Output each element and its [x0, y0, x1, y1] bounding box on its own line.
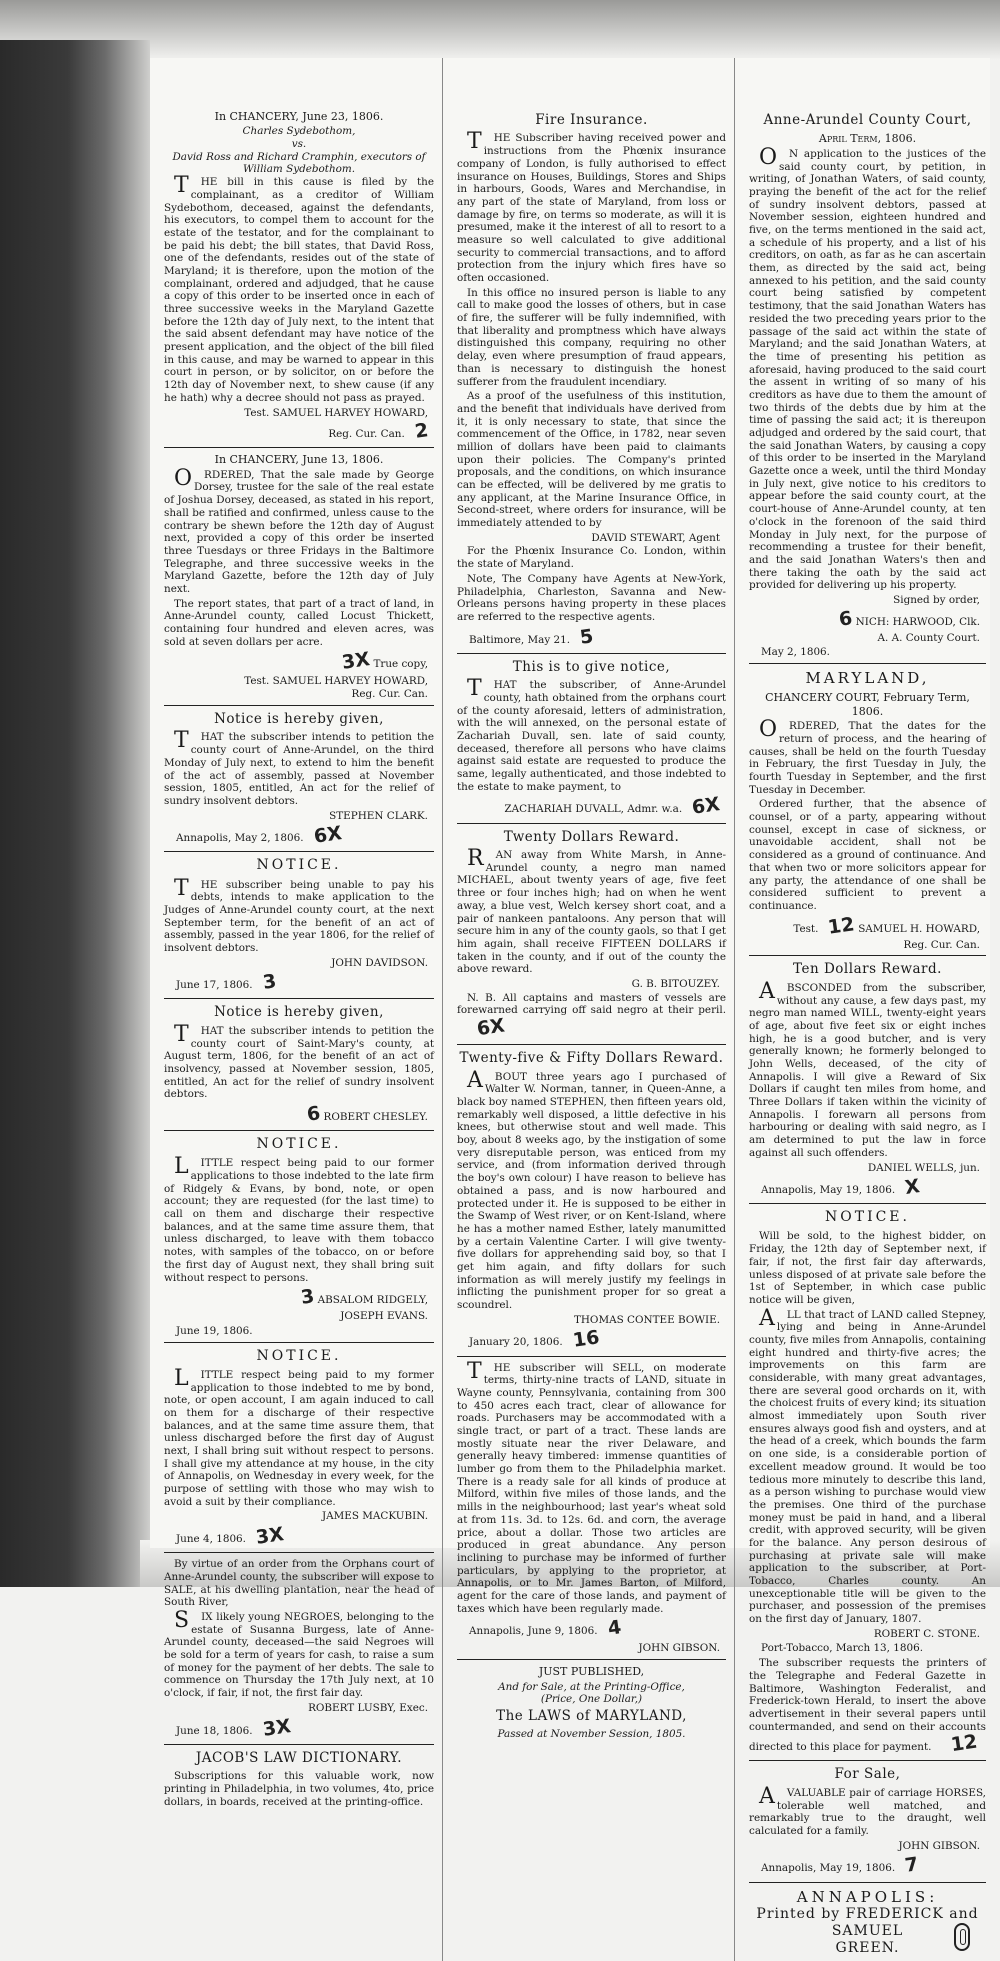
scan-top-edge — [0, 0, 1000, 60]
ad-title: Notice is hereby given, — [214, 710, 384, 727]
divider — [164, 447, 434, 448]
paperclip-icon — [954, 1923, 970, 1951]
ad-date — [761, 1176, 986, 1199]
ad-duvall-estate — [457, 659, 726, 819]
scan-binding-edge — [0, 40, 150, 1587]
ad-title: This is to give notice, — [512, 658, 671, 675]
signature: JOHN DAVIDSON. — [331, 956, 428, 969]
ad-date: June 19, 1806. — [176, 1325, 253, 1338]
ad-body: As a proof of the usefulness of this institution, and the benefit that individuals have derived from it, it is only necessary to state, that since the commencement of the Office, in 1782, near seven million of dollars have been paid to claimants upon their policies. The Company's printed proposals, and the conditions, on which insurance can be effected, will be delivered by me gratis to any applicant, at the Marine Insurance Office, in Second-street, where orders for insurance, will be immediately attended to by — [457, 390, 726, 530]
signature: Signed by order, — [893, 593, 980, 606]
signature: DANIEL WELLS, jun. — [867, 1161, 980, 1174]
divider — [749, 1882, 986, 1883]
handwritten-mark: 7 — [903, 1853, 920, 1878]
divider — [457, 653, 726, 654]
court-term: CHANCERY COURT, February Term, 1806. — [765, 691, 970, 718]
signature-title — [164, 420, 434, 443]
ad-title: Fire Insurance. — [535, 112, 648, 128]
ad-date — [469, 1328, 726, 1351]
signature: JOHN GIBSON. — [898, 1839, 980, 1852]
ad-body: In this office no insured person is liable to any call to make good the losses of others, but in case of fire, the sufferer will be fully indemnified, with that liberality and promptness which have always distinguished this company, requiring no other delay, even where presumption of fraud appears, than is necessary to distinguish the honest sufferer from the fraudulent incendiary. — [457, 286, 726, 388]
newspaper-page — [150, 58, 990, 1956]
imprint-printer: Printed by FREDERICK and SAMUEL — [756, 1905, 979, 1939]
imprint-printer: GREEN. — [835, 1940, 900, 1956]
ad-title: JACOB'S LAW DICTIONARY. — [195, 1749, 403, 1766]
date-text: January 20, 1806. — [469, 1336, 563, 1349]
handwritten-mark: 2 — [413, 419, 430, 444]
handwritten-mark: 6X — [475, 1014, 507, 1041]
handwritten-mark: 4 — [605, 1616, 623, 1641]
signature: JOHN GIBSON. — [638, 1642, 720, 1655]
divider — [749, 955, 986, 956]
ad-body: ABSCONDED from the subscriber, without any cause, a few days past, my negro man named WILL, twenty-eight years of age, about five feet six or eight inches high, he is a good butcher, and is very generally known; he formerly belonged to John Wells, deceased, of the city of Annapolis. I will give a Reward of Six Dollars if caught ten miles from home, and Three Dollars if taken within the vicinity of Annapolis. I forewarn all persons from harbouring or dealing with said negro, as I am determined to put the law in force against all such offenders. — [749, 978, 986, 1159]
imprint-city: ANNAPOLIS: — [796, 1887, 939, 1906]
divider — [749, 1203, 986, 1204]
ad-title: NOTICE. — [256, 1347, 342, 1364]
ad-fire-insurance — [457, 112, 726, 649]
ad-body: RAN away from White Marsh, in Anne-Arundel county, a negro man named MICHAEL, about twenty years of age, five feet three or four inches high; had on when he went away, a blue vest, Welch kersey short coat, and a pair of nankeen pantaloons. Any person that will secure him in any of the county gaols, so that I get him again, shall receive FIFTEEN DOLLARS if taken in the county, and if out of the county the above reward. — [457, 846, 726, 976]
ad-date — [761, 1854, 986, 1877]
signature — [164, 1286, 434, 1309]
divider — [164, 998, 434, 999]
column-2 — [442, 58, 734, 1961]
divider — [164, 1552, 434, 1553]
handwritten-mark: 6 — [837, 606, 854, 631]
signature: Test. SAMUEL HARVEY HOWARD, — [244, 674, 428, 687]
ad-body: AVALUABLE pair of carriage HORSES, tolerable well matched, and remarkably true to the draught, well calculated for a family. — [749, 1783, 986, 1837]
divider — [164, 1342, 434, 1343]
ad-body: SIX likely young NEGROES, belonging to the estate of Susanna Burgess, late of Anne-Arundel county, deceased—the said Negroes will be sold for a term of years for cash, to raise a sum of money for the payment of her debts. The sale to commence on Thursday the 17th July next, at 10 o'clock, if fair, if not, the first fair day. — [164, 1608, 434, 1700]
ad-body: THE subscriber will SELL, on moderate terms, thirty-nine tracts of LAND, situate in Wayne county, Pennsylvania, containing from 300 to 450 acres each tract, clear of allowance for roads. Purchasers may be accommodated with a single tract, or part of a tract. These lands are mostly situate near the river Delaware, and generally heavy timbered: immense quantities of lumber go from them to the Philadelphia market. There is a ready sale for all kinds of produce at Milford, within five miles of those lands, and the mills in the neighbourhood; last year's wheat sold at from 11s. 3d. to 12s. 6d. and corn, the average price, about a dollar. Those two articles are produced in great abundance. Any person inclining to purchase may be informed of further particulars, by applying to the proprietor, at Annapolis, or to Mr. James Barton, of Milford, agent for the care of those lands, and payment of taxes which have been regularly made. — [457, 1358, 726, 1615]
ad-body: ALL that tract of LAND called Stepney, lying and being in Anne-Arundel county, five miles from Annapolis, containing eight hundred and thirty-five acres; the improvements on this farm are considerable, with many great advantages, there are several good orchards on it, with the choicest fruits of every kind; its situation almost immediately upon South river ensures always good fish and oysters, and at the head of a creek, which bounds the farm on one side, is a considerable portion of excellent meadow ground. It would be too tedious more minutely to describe this land, as a person wishing to purchase would view the premises. One third of the purchase money must be paid in hand, and a liberal credit, with approved security, will be given for the balance. Any person desirous of purchasing at private sale will make application to the subscriber, at Port-Tobacco, Charles county. An unexceptionable title will be given to the purchaser, and possession of the premises on the first day of January, 1807. — [749, 1305, 986, 1626]
ad-body: THAT the subscriber, of Anne-Arundel county, hath obtained from the orphans court of the county aforesaid, letters of administration, with the will annexed, on the personal estate of Zachariah Duvall, sen. late of said county, deceased, therefore all persons who have claims against said estate are requested to produce the same, legally authenticated, and those indebted to the estate to make payment, to — [457, 676, 726, 793]
ad-twenty-five-fifty-reward — [457, 1050, 726, 1351]
signature-title: A. A. County Court. — [877, 631, 980, 644]
signature — [749, 608, 986, 631]
ad-notice-chesley — [164, 1004, 434, 1126]
signature: G. B. BITOUZEY. — [631, 977, 720, 990]
signature-title: Reg. Cur. Can. — [351, 688, 428, 701]
date-text: Annapolis, May 19, 1806. — [761, 1862, 896, 1875]
signature: JAMES MACKUBIN. — [321, 1510, 428, 1523]
versus: vs. — [291, 138, 307, 151]
dateline: In CHANCERY, June 23, 1806. — [214, 110, 384, 123]
date-text: June 4, 1806. — [176, 1533, 246, 1546]
divider — [749, 663, 986, 664]
ad-body: Ordered further, that the absence of counsel, or of a party, appearing without counsel, except in case of sickness, or unavoidable accident, shall not be considered as a ground of continuance. And that when two or more solicitors appear for any party, the attendance of one shall be considered sufficient to prevent a continuance. — [749, 798, 986, 912]
ad-title: Twenty Dollars Reward. — [503, 828, 680, 845]
true-copy-text: True copy, — [373, 658, 428, 671]
ad-date — [469, 626, 726, 649]
ad-date — [176, 824, 434, 847]
signature: STEPHEN CLARK. — [329, 809, 428, 822]
ad-notice-davidson — [164, 857, 434, 994]
handwritten-mark: X — [903, 1175, 922, 1200]
divider — [164, 851, 434, 852]
party: Charles Sydebothom, — [242, 125, 356, 138]
ad-title: Ten Dollars Reward. — [793, 961, 942, 978]
ad-title: NOTICE. — [256, 1136, 342, 1153]
handwritten-mark: 6X — [690, 793, 722, 820]
date-text: Baltimore, May 21. — [469, 633, 571, 646]
handwritten-mark: 12 — [826, 912, 857, 939]
signature: JOSEPH EVANS. — [340, 1310, 428, 1323]
ad-date — [176, 1714, 434, 1741]
signer-text: NICH: HARWOOD, Clk. — [855, 615, 980, 628]
handwritten-mark: 6 — [305, 1102, 322, 1126]
court-term: April Term, 1806. — [818, 132, 917, 146]
ad-body: THE Subscriber having received power and instructions from the Phœnix insurance company of London, is fully authorised to effect insurance on Houses, Buildings, Stores and Ships in harbours, Goods, Wares and Merchandise, in any part of the state of Maryland, from loss or damage by fire, on terms so moderate, as will it is presumed, make it the interest of all to resort to a measure so well calculated to give additional security to commercial transactions, and to afford protection from the injury which fires have so often occasioned. — [457, 129, 726, 285]
signer-text: ROBERT CHESLEY. — [323, 1111, 428, 1124]
ad-date: Port-Tobacco, March 13, 1806. — [761, 1642, 924, 1655]
handwritten-mark: 6X — [312, 822, 343, 849]
ad-stone-land-sale — [749, 1209, 986, 1756]
divider — [749, 1760, 986, 1761]
ad-body: THE bill in this cause is filed by the complainant, as a creditor of William Sydebothom, deceased, against the defendants, his executors, to compel them to account for the estate of the testator, and for the complainant to be paid his debt; the bill states, that David Ross, one of the defendants, resides out of the state of Maryland; it is therefore, upon the motion of the complainant, ordered and adjudged, that he cause a copy of this order to be inserted once in each of three successive weeks in the Maryland Gazette before the 12th day of July next, to the intent that the said absent defendant may have notice of the present application, and the object of the bill filed in this cause, and may be warned to appear in this court in person, or by solicitor, on or before the 12th day of November next, to shew cause (if any he hath) why a decree should not pass as prayed. — [164, 173, 434, 404]
ad-body: ORDERED, That the dates for the return of process, and the hearing of causes, shall be held on the fourth Tuesday in February, the first Tuesday in July, the fourth Tuesday in September, and the first Tuesday in December. — [749, 717, 986, 796]
ad-body: THAT the subscriber intends to petition the county court of Saint-Mary's county, at August term, 1806, for the benefit of an act of insolvency, passed at November session, 1805, entitled, An act for the relief of sundry insolvent debtors. — [164, 1021, 434, 1101]
test-text: Test. — [793, 922, 819, 935]
ad-body: ORDERED, That the sale made by George Dorsey, trustee for the sale of the real estate of Joshua Dorsey, deceased, as stated in his report, shall be ratified and confirmed, unless cause to the contrary be shewn before the 12th day of August next, provided a copy of this order be inserted three Tuesdays or three Fridays in the Baltimore Telegraphe, and three successive weeks in the Maryland Gazette, before the 12th day of July next. — [164, 465, 434, 595]
ad-title: Notice is hereby given, — [214, 1004, 384, 1021]
signature: ROBERT LUSBY, Exec. — [308, 1701, 428, 1714]
column-1 — [150, 58, 442, 1961]
ad-body: Will be sold, to the highest bidder, on Friday, the 12th day of September next, if fair, if not, the first fair day afterwards, unless disposed of at private sale before the 1st of September, in which case public notice will be given, — [749, 1230, 986, 1306]
ad-body: THAT the subscriber intends to petition the county court of Anne-Arundel, on the third Monday of July next, to extend to him the benefit of the act of assembly, passed at November session, 1805, entitled, An act for the relief of sundry insolvent debtors. — [164, 728, 434, 807]
party: David Ross and Richard Cramphin, executors of — [172, 150, 426, 163]
signature: Test. SAMUEL HARVEY HOWARD, — [244, 406, 428, 419]
handwritten-mark: 3X — [340, 648, 372, 675]
ad-note — [457, 992, 726, 1041]
ad-body: ON application to the justices of the said county court, by petition, in writing, of Jonathan Waters, of said county, praying the benefit of the act for the relief of sundry insolvent debtors, passed at November session, eighteen hundred and five, on the terms mentioned in the said act, a schedule of his property, and a list of his creditors, on oath, as far as he can ascertain them, as directed by the said act, being annexed to his petition, and the said county court being satisfied by competent testimony, that the said Jonathan Waters has resided the two preceding years prior to the passage of the said act within the state of Maryland; and the said Jonathan Waters, at the time of presenting his petition as aforesaid, having produced to the said court the assent in writing of so many of his creditors as have due to them the amount of two thirds of the debts due by him at the time of passing the said act; it is thereupon adjudged and ordered by the said court, that the said Jonathan Waters, by causing a copy of this order to be inserted in the Maryland Gazette once a week, until the third Monday in July next, give notice to his creditors to appear before the said county court, at the court-house of Anne-Arundel county, at ten o'clock in the forenoon of the said third Monday in July next, for the purpose of recommending a trustee for their benefit, and the said Jonathan Waters's then and there taking the oath by the said act provided for delivering up his property. — [749, 144, 986, 592]
reg-text: Reg. Cur. Can. — [328, 428, 405, 441]
ad-body: LITTLE respect being paid to our former applications to those indebted to the late firm of Ridgely & Evans, by bond, note, or open account; they are requested (for the last time) to call on them and discharge their respective balances, and at the same time assure them, that unless discharged, to leave with them tobacco notes, with samples of the tobacco, on or before the first day of August next, they shall bring suit without respect to persons. — [164, 1154, 434, 1284]
date-text: Annapolis, May 19, 1806. — [761, 1184, 896, 1197]
ad-title: Twenty-five & Fifty Dollars Reward. — [459, 1050, 724, 1067]
ad-notice-ridgely — [164, 1136, 434, 1338]
column-3 — [734, 58, 990, 1961]
ad-gibson-land-sale — [457, 1358, 726, 1656]
dateline: In CHANCERY, June 13, 1806. — [214, 453, 384, 467]
signer-text: ZACHARIAH DUVALL, Admr. w.a. — [504, 803, 683, 816]
true-copy — [164, 650, 434, 673]
ad-date — [176, 971, 434, 994]
ad-laws-of-maryland — [457, 1665, 726, 1741]
date-text: Annapolis, June 9, 1806. — [469, 1625, 598, 1638]
date-text: Annapolis, May 2, 1806. — [176, 832, 304, 845]
ad-line: Passed at November Session, 1805. — [497, 1728, 686, 1741]
ad-chancery-dorsey — [164, 453, 434, 701]
handwritten-mark: 12 — [949, 1730, 980, 1757]
ad-title: The LAWS of MARYLAND, — [496, 1707, 687, 1724]
ad-note: Note, The Company have Agents at New-York, Philadelphia, Charleston, Savanna and New-Orleans persons having property in these places are referred to the respective agents. — [457, 572, 726, 623]
ad-ten-dollars-reward — [749, 961, 986, 1199]
ad-title: NOTICE. — [256, 857, 342, 874]
divider — [457, 1356, 726, 1357]
ad-maryland-chancery — [749, 669, 986, 951]
signature — [164, 1103, 434, 1126]
signature-title: Reg. Cur. Can. — [903, 938, 980, 951]
party: William Sydebothom. — [242, 163, 356, 176]
ad-body: ABOUT three years ago I purchased of Walter W. Norman, tanner, in Queen-Anne, a black boy named STEPHEN, then fifteen years old, remarkably well disposed, a little defective in his knees, but otherwise stout and well made. This boy, about 8 weeks ago, by the instigation of some very disreputable person, was enticed from my service, and (from information derived through the boy's own colour) I have reason to believe has obtained a pass, and is now harboured and protected under it. He is supposed to be either in the Swamp of West river, or on Kent-Island, where he has a mother named Esther, lately manumitted by a certain Valentine Carter. I will give twenty-five dollars for apprehending said boy, so that I get him again, and fifty dollars for such information as will merely justify my feelings in inflicting the punishment proper for so great a scoundrel. — [457, 1067, 726, 1312]
divider — [457, 1044, 726, 1045]
handwritten-mark: 3 — [299, 1285, 316, 1310]
ad-date — [176, 1525, 434, 1548]
ad-note — [749, 1657, 986, 1756]
ad-chancery-sydebothom — [164, 110, 434, 443]
signer-text: ABSALOM RIDGELY, — [317, 1294, 428, 1307]
note-text: The subscriber requests the printers of the Telegraphe and Federal Gazette in Baltimore, Washington Federalist, and Frederick-town Herald, to insert the above advertisement in their several papers until countermanded, and send on their accounts directed to this place for payment. — [749, 1657, 986, 1754]
ad-line: JUST PUBLISHED, — [538, 1665, 645, 1679]
ad-line: (Price, One Dollar,) — [540, 1693, 643, 1706]
handwritten-mark: 3 — [261, 970, 278, 995]
ad-jacobs-law-dictionary — [164, 1750, 434, 1809]
handwritten-mark: 16 — [571, 1326, 601, 1353]
ad-waters-petition — [749, 112, 986, 659]
ad-notice-clark — [164, 711, 434, 847]
ad-horses-for-sale — [749, 1766, 986, 1877]
ad-title: NOTICE. — [825, 1209, 910, 1226]
signature: THOMAS CONTEE BOWIE. — [573, 1313, 720, 1326]
ad-body: The report states, that part of a tract of land, in Anne-Arundel county, called Locust Thickett, containing four hundred and eleven acres, was sold at seven dollars per acre. — [164, 597, 434, 648]
divider — [164, 1130, 434, 1131]
ad-body: THE subscriber being unable to pay his debts, intends to make application to the Judges of Anne-Arundel county court, at the next September term, for the benefit of an act of assembly, passed in the year 1806, for the relief of insolvent debtors. — [164, 875, 434, 954]
ad-orphans-court-sale — [164, 1558, 434, 1739]
note-text: N. B. All captains and masters of vessels are forewarned carrying off said negro at their peril. — [457, 991, 726, 1017]
ad-body: By virtue of an order from the Orphans court of Anne-Arundel county, the subscriber will expose to SALE, at his dwelling plantation, near the head of South River, — [164, 1558, 434, 1609]
ad-date — [469, 1617, 726, 1640]
signature — [457, 795, 726, 818]
ad-body: For the Phœnix Insurance Co. London, within the state of Maryland. — [457, 545, 726, 571]
divider — [164, 1744, 434, 1745]
divider — [457, 823, 726, 824]
date-text: June 18, 1806. — [176, 1724, 253, 1737]
ad-body: LITTLE respect being paid to my former application to those indebted to me by bond, note, or open account, I am again induced to call on them for a discharge of their respective balances, and at the same time assure them, that unless discharged before the first day of August next, I shall bring suit without respect to persons. I shall give my attendance at my house, in the city of Annapolis, on Wednesday in every week, for the purpose of settling with those who may wish to avoid a suit by their compliance. — [164, 1365, 434, 1508]
ad-date: May 2, 1806. — [761, 646, 830, 659]
handwritten-mark: 3X — [261, 1714, 292, 1741]
handwritten-mark: 3X — [254, 1523, 286, 1549]
divider — [457, 1659, 726, 1660]
ad-title: MARYLAND, — [805, 669, 930, 688]
ad-notice-mackubin — [164, 1348, 434, 1549]
signature: ROBERT C. STONE. — [873, 1627, 980, 1640]
signer-text: SAMUEL H. HOWARD, — [858, 922, 980, 935]
ad-body: Subscriptions for this valuable work, now printing in Philadelphia, in two volumes, 4to, price dollars, in boards, received at the printing-office. — [164, 1770, 434, 1808]
date-text: June 17, 1806. — [176, 979, 253, 992]
ad-title: For Sale, — [834, 1766, 901, 1783]
signature — [749, 912, 986, 939]
ad-twenty-dollars-reward — [457, 829, 726, 1041]
divider — [164, 705, 434, 706]
ad-line: And for Sale, at the Printing-Office, — [498, 1680, 685, 1693]
printer-imprint — [749, 1888, 986, 1958]
handwritten-mark: 5 — [578, 624, 595, 649]
signature: DAVID STEWART, Agent — [591, 531, 720, 544]
ad-title: Anne-Arundel County Court, — [763, 112, 972, 128]
